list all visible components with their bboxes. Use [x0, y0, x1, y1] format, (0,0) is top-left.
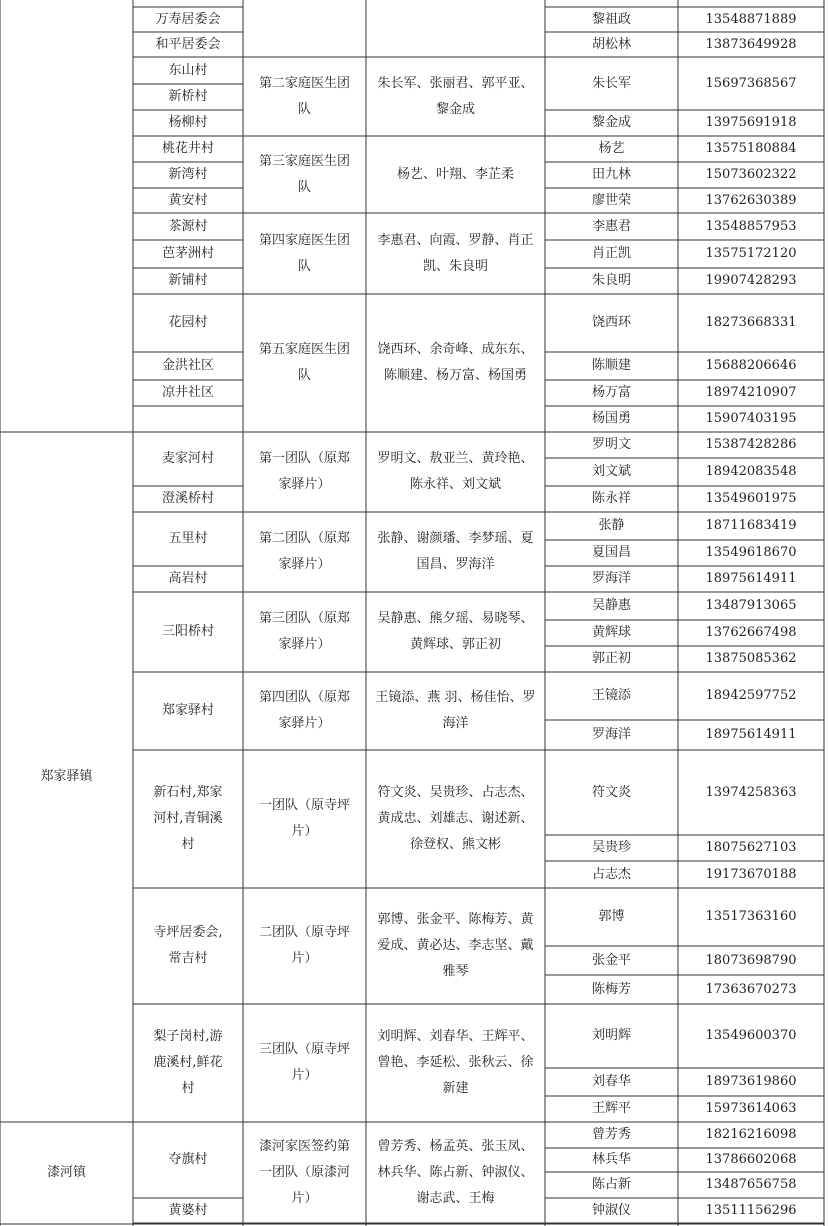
contact-phone: 19907428293	[705, 273, 797, 288]
contact-phone: 13786602068	[705, 1152, 797, 1167]
members-cell: 符文炎、吴贵珍、占志杰、黄成忠、刘雄志、谢述新、徐登权、熊文彬	[377, 785, 534, 852]
contact-name: 罗海洋	[591, 571, 631, 586]
contact-phone: 13575172120	[705, 246, 797, 261]
contact-phone: 13549618670	[705, 545, 797, 560]
contact-name: 占志杰	[591, 866, 631, 882]
contact-name: 王辉平	[591, 1101, 631, 1116]
contact-phone: 18073698790	[705, 952, 797, 968]
village-cell: 凉井社区	[161, 385, 214, 400]
contact-name: 廖世荣	[591, 192, 631, 208]
team-cell: 一团队（原寺坪片）	[258, 798, 350, 839]
team-cell: 第二团队（原郑家驿片）	[258, 531, 350, 572]
contact-name: 曾芳秀	[591, 1127, 631, 1142]
contact-phone: 15688206646	[705, 358, 797, 373]
contact-name: 杨艺	[598, 141, 625, 156]
contact-phone: 13511156296	[705, 1202, 797, 1218]
village-cell: 茶源村	[168, 218, 208, 234]
contact-phone: 18974210907	[705, 385, 797, 400]
contact-name: 吴贵珍	[591, 840, 631, 855]
contact-name: 王镜添	[591, 688, 631, 703]
contact-phone: 13873649928	[705, 36, 797, 52]
members-cell: 吴静惠、熊夕瑶、易晓琴、黄辉球、郭正初	[377, 611, 534, 652]
contact-name: 李惠君	[591, 218, 631, 234]
village-cell: 东山村	[168, 62, 208, 78]
contact-name: 刘文斌	[591, 464, 631, 479]
contact-name: 罗海洋	[591, 727, 631, 742]
village-cell: 三阳桥村	[161, 624, 214, 639]
contact-name: 张静	[598, 518, 625, 533]
contact-phone: 13487656758	[705, 1177, 797, 1192]
team-cell: 第一团队（原郑家驿片）	[258, 451, 350, 492]
village-cell: 澄溪桥村	[161, 491, 214, 506]
contact-name: 杨国勇	[591, 411, 631, 426]
contact-name: 胡松林	[591, 36, 631, 52]
village-cell: 和平居委会	[155, 36, 221, 52]
contact-phone: 13875085362	[705, 651, 797, 666]
contact-name: 陈顺建	[591, 358, 631, 373]
contact-phone: 15907403195	[705, 411, 797, 426]
members-cell: 罗明文、敖亚兰、黄玲艳、陈永祥、刘文斌	[377, 451, 534, 492]
village-cell: 新石村,郑家河村,青铜溪村	[153, 785, 223, 852]
contact-phone: 18973619860	[705, 1074, 797, 1089]
contact-name: 夏国昌	[591, 545, 631, 560]
contact-name: 陈永祥	[591, 491, 631, 506]
village-cell: 新湾村	[168, 167, 208, 182]
contact-name: 钟淑仪	[591, 1202, 631, 1218]
village-cell: 黄婆村	[168, 1202, 208, 1218]
contact-phone: 15973614063	[705, 1101, 797, 1116]
team-cell: 第二家庭医生团队	[258, 75, 350, 117]
contact-phone: 13975691918	[705, 115, 797, 130]
contact-name: 黎金成	[591, 115, 631, 130]
contact-name: 饶西环	[591, 315, 631, 330]
contact-name: 吴静惠	[591, 598, 631, 613]
contact-phone: 18975614911	[705, 571, 797, 586]
contact-phone: 17363670273	[705, 981, 797, 997]
town-cell: 漆河镇	[46, 1164, 86, 1180]
contact-name: 田九林	[591, 167, 631, 182]
contact-name: 罗明文	[591, 437, 631, 452]
members-cell: 曾芳秀、杨孟英、张玉凤、林兵华、陈占新、钟淑仪、谢志武、王梅	[377, 1138, 534, 1206]
members-cell: 王镜添、燕 羽、杨佳怡、罗海洋	[375, 690, 536, 731]
contact-name: 符文炎	[591, 784, 631, 800]
contact-name: 朱长军	[591, 75, 631, 91]
contact-name: 朱良明	[591, 273, 631, 288]
village-cell: 新桥村	[168, 89, 208, 104]
members-cell: 张静、谢颜璠、李梦瑶、夏国昌、罗海洋	[377, 531, 534, 572]
village-cell: 郑家驿村	[161, 703, 214, 718]
contact-name: 黄辉球	[591, 625, 631, 640]
team-cell: 第三团队（原郑家驿片）	[258, 611, 350, 652]
contact-name: 黎祖政	[591, 11, 631, 27]
contact-phone: 13517363160	[705, 909, 797, 924]
contact-phone: 18273668331	[705, 315, 797, 330]
contact-name: 刘春华	[591, 1074, 631, 1089]
members-cell: 郭博、张金平、陈梅芳、黄爱成、黄必达、李志坚、戴雅琴	[377, 912, 534, 979]
contact-phone: 18942597752	[705, 688, 797, 703]
contact-phone: 13549601975	[705, 491, 797, 506]
members-cell: 杨艺、叶翔、李芷柔	[396, 166, 514, 182]
village-cell: 新铺村	[168, 273, 208, 288]
contact-phone: 13575180884	[705, 141, 797, 156]
contact-phone: 15697368567	[705, 75, 797, 91]
contact-phone: 18216216098	[705, 1127, 797, 1142]
contact-phone: 15387428286	[705, 437, 797, 452]
contact-name: 张金平	[591, 952, 631, 968]
village-cell: 万寿居委会	[155, 11, 221, 27]
contact-phone: 13549600370	[705, 1028, 797, 1043]
contact-name: 陈梅芳	[591, 981, 631, 997]
village-cell: 梨子岗村,游鹿溪村,鲜花村	[153, 1029, 223, 1096]
contact-phone: 13548857953	[705, 218, 797, 234]
contact-name: 陈占新	[591, 1177, 631, 1192]
village-cell: 黄安村	[168, 192, 208, 208]
village-cell: 杨柳村	[168, 115, 208, 130]
members-cell: 饶西环、余奇峰、成东东、陈顺建、杨万富、杨国勇	[377, 342, 534, 383]
contact-name: 杨万富	[591, 385, 631, 400]
team-cell: 第五家庭医生团队	[258, 342, 350, 383]
village-cell: 花园村	[168, 315, 208, 330]
village-cell: 金洪社区	[161, 358, 214, 373]
village-cell: 芭茅洲村	[161, 246, 214, 261]
village-cell: 寺坪居委会,常吉村	[153, 925, 223, 966]
contact-phone: 19173670188	[705, 866, 797, 882]
contact-name: 肖正凯	[591, 246, 631, 261]
team-cell: 三团队（原寺坪片）	[258, 1042, 350, 1083]
town-cell: 郑家驿镇	[40, 769, 93, 784]
members-cell: 李惠君、向霞、罗静、肖正凯、朱良明	[377, 232, 534, 274]
contact-name: 林兵华	[591, 1152, 631, 1167]
team-cell: 第四团队（原郑家驿片）	[258, 690, 350, 731]
contact-name: 刘明辉	[591, 1028, 631, 1043]
contact-phone: 13762667498	[705, 625, 797, 640]
village-cell: 五里村	[168, 531, 208, 546]
village-cell: 桃花井村	[161, 141, 214, 156]
contact-phone: 13762630389	[705, 192, 797, 208]
contact-phone: 18075627103	[705, 840, 797, 855]
contact-phone: 15073602322	[705, 167, 797, 182]
contact-name: 郭正初	[591, 651, 631, 666]
contact-phone: 13974258363	[705, 784, 797, 800]
contact-phone: 18942083548	[705, 464, 797, 479]
contact-name: 郭博	[598, 909, 625, 924]
contact-phone: 18975614911	[705, 727, 797, 742]
team-cell: 二团队（原寺坪片）	[258, 925, 350, 966]
contact-phone: 18711683419	[705, 518, 797, 533]
team-cell: 漆河家医签约第一团队（原漆河片）	[258, 1138, 350, 1206]
contact-phone: 13487913065	[705, 598, 797, 613]
village-cell: 高岩村	[168, 571, 208, 586]
contact-phone: 13548871889	[705, 11, 797, 27]
team-cell: 第四家庭医生团队	[258, 232, 350, 274]
members-cell: 朱长军、张丽君、郭平亚、黎金成	[377, 75, 534, 117]
members-cell: 刘明辉、刘春华、王辉平、曾艳、李延松、张秋云、徐新建	[377, 1029, 534, 1096]
village-cell: 麦家河村	[161, 451, 214, 466]
village-cell: 夺旗村	[168, 1152, 208, 1167]
team-cell: 第三家庭医生团队	[258, 153, 350, 195]
